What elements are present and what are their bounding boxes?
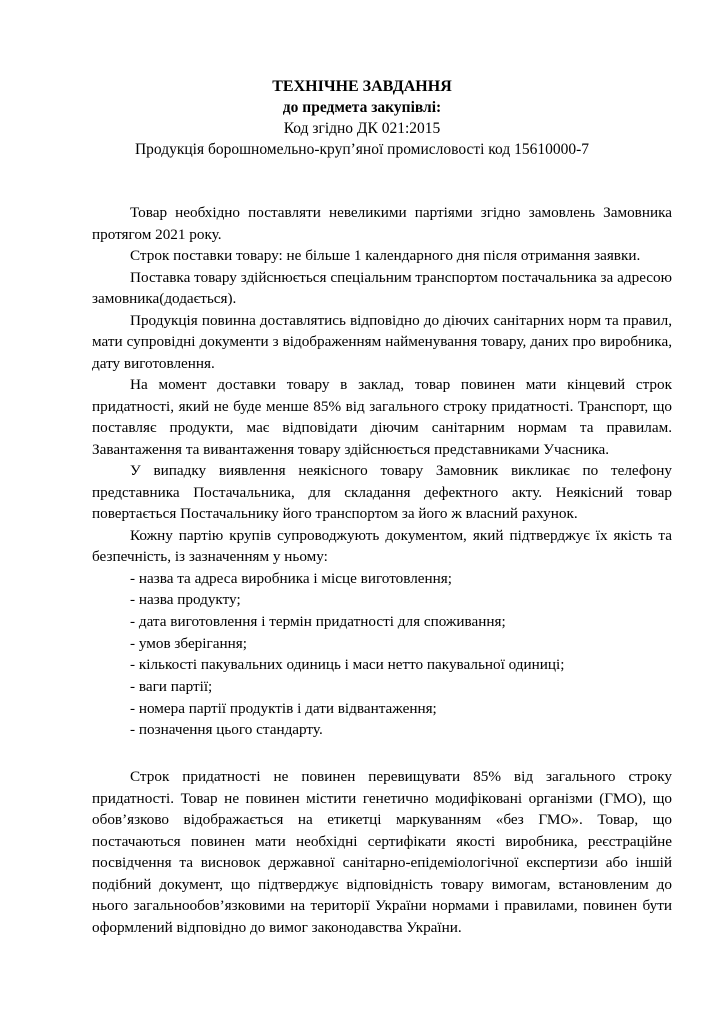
page-title: ТЕХНІЧНЕ ЗАВДАННЯ [272,78,452,95]
paragraph-transport: Поставка товару здійснюється спеціальним транспортом постачальника за адресою замовника(додається). [92,268,672,307]
list-item: - кількості пакувальних одиниць і маси нетто пакувальної одиниці; [130,656,565,674]
document-header [0,76,724,160]
list-item: - назва та адреса виробника і місце виготовлення; [130,569,452,587]
paragraph-delivery-term: Строк поставки товару: не більше 1 календарного дня після отримання заявки. [130,247,641,264]
page-subtitle: до предмета закупівлі: [282,99,442,116]
paragraph-sanitary: Продукція повинна доставлятись відповідно до діючих санітарних норм та правил, мати супровідні документи з відображенням найменування товару, даних про виробника, дату виготовлення. [92,311,672,372]
paragraph-shelf-life: На момент доставки товару в заклад, товар повинен мати кінцевий строк придатності, який не буде менше 85% від загального строку придатності. Транспорт, що поставляє продукти, має відповідати діючим санітарним нормам та правилам. Завантаження та вивантаження товару здійснюється представниками Учасника. [92,376,672,458]
document-body-final [92,766,672,938]
list-item: - номера партії продуктів і дати відвантаження; [130,699,437,717]
product-description: Продукція борошномельно-круп’яної промисловості код 15610000-7 [134,141,590,158]
paragraph-defects: У випадку виявлення неякісного товару Замовник викликає по телефону представника Постачальника, для складання дефектного акту. Неякісний товар повертається Постачальнику його транспортом за його ж власний рахунок. [92,462,672,522]
classification-code: Код згідно ДК 021:2015 [283,120,441,137]
list-item: - назва продукту; [130,591,241,609]
paragraph-delivery-schedule: Товар необхідно поставляти невеликими партіями згідно замовлень Замовника протягом 2021 року. [92,204,672,243]
paragraph-final-requirements: Строк придатності не повинен перевищувати 85% від загального строку придатності. Товар не повинен містити генетично модифіковані організми (ГМО), що обов’язково відображається на етикетці маркуванням «без ГМО». Товар, що постачаються повинен мати необхідні сертифікати якості виробника, реєстраційне посвідчення та висновок державної санітарно-епідеміологічної експертизи або іншій подібний документ, що підтверджує відповідність товару вимогам, встановленим до нього загальнообов’язковими на території України нормами і правилами, повинен бути оформлений відповідно до вимог законодавства України. [92,768,672,936]
list-item: - дата виготовлення і термін придатності для споживання; [130,612,506,630]
list-item: - позначення цього стандарту. [130,721,323,739]
document-body [92,202,672,741]
list-item: - ваги партії; [130,678,213,696]
requirements-list [92,568,672,742]
paragraph-documents: Кожну партію крупів супроводжують документом, який підтверджує їх якість та безпечність, із зазначенням у ньому: [92,526,672,565]
list-item: - умов зберігання; [130,634,247,652]
